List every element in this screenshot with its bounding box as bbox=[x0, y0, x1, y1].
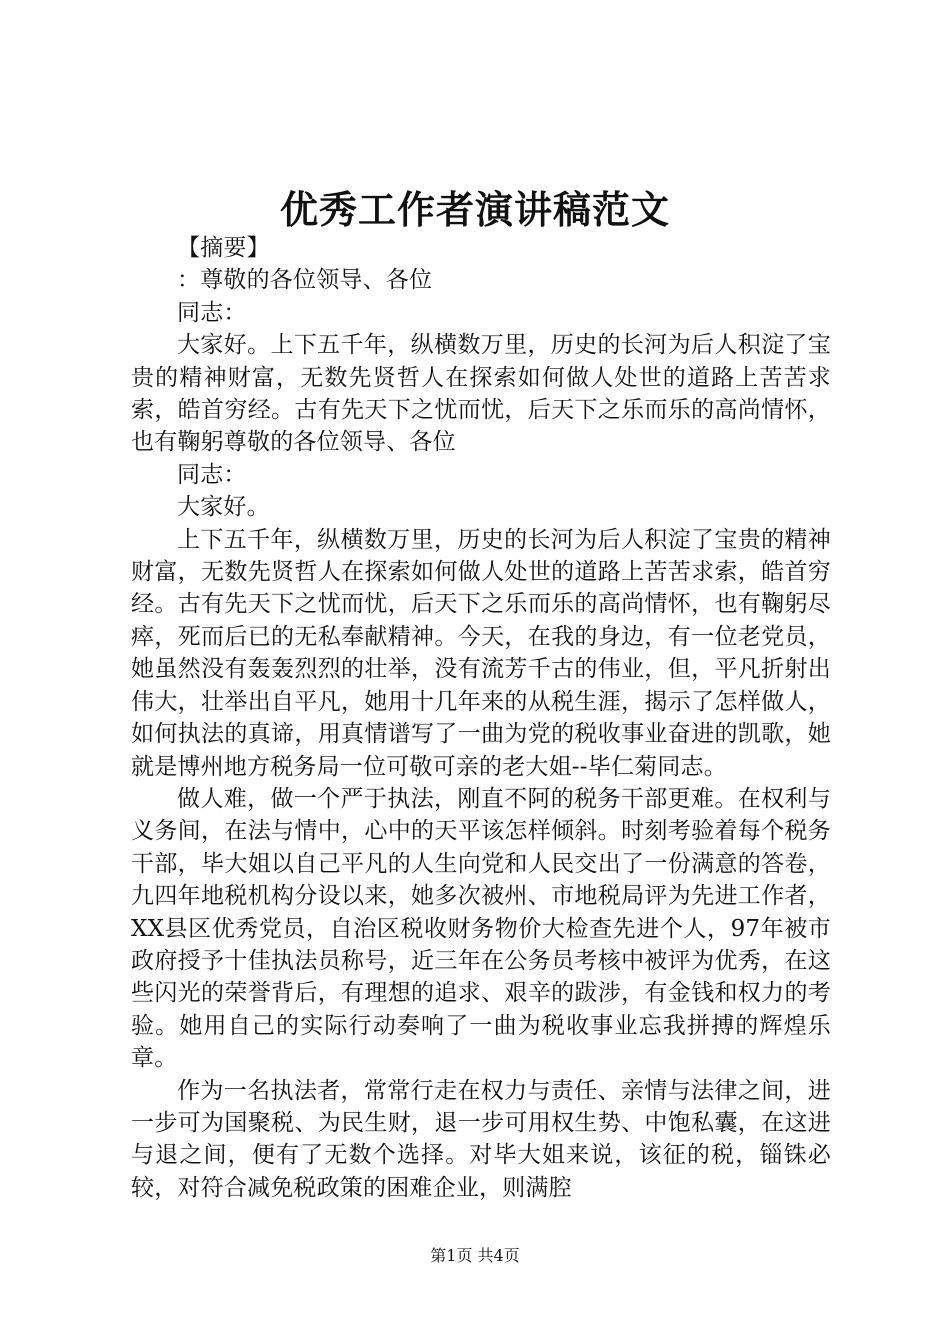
paragraph: 做人难，做一个严于执法，刚直不阿的税务干部更难。在权利与义务间，在法与情中，心中的天平该怎样倾斜。时刻考验着每个税务干部，毕大姐以自己平凡的人生向党和人民交出了一份满意的答卷，九四年地税机构分设以来，她多次被州、市地税局评为先进工作者，XX县区优秀党员，自治区税收财务物价大检查先进个人，97年被市政府授予十佳执法员称号，近三年在公务员考核中被评为优秀，在这些闪光的荣誉背后，有理想的追求、艰辛的跋涉，有金钱和权力的考验。她用自己的实际行动奏响了一曲为税收事业忘我拼搏的辉煌乐章。 bbox=[131, 785, 831, 1072]
salutation-line: ：尊敬的各位领导、各位 bbox=[177, 267, 433, 294]
greeting: 大家好。 bbox=[177, 494, 270, 521]
paragraph: 作为一名执法者，常常行走在权力与责任、亲情与法律之间，进一步可为国聚税、为民生财，退一步可用权生势、中饱私囊，在这进与退之间，便有了无数个选择。对毕大姐来说，该征的税，锱铢必较，对符合减免税政策的困难企业，则满腔 bbox=[131, 1077, 831, 1201]
document-body bbox=[131, 232, 831, 1204]
salutation-comrades: 同志： bbox=[177, 461, 247, 488]
paragraph: 上下五千年，纵横数万里，历史的长河为后人积淀了宝贵的精神财富，无数先贤哲人在探索如何做人处世的道路上苦苦求索，皓首穷经。古有先天下之忧而忧，后天下之乐而乐的高尚情怀，也有鞠躬尽瘁，死而后已的无私奉献精神。今天，在我的身边，有一位老党员，她虽然没有轰轰烈烈的壮举，没有流芳千古的伟业，但，平凡折射出伟大，壮举出自平凡，她用十几年来的从税生涯，揭示了怎样做人，如何执法的真谛，用真情谱写了一曲为党的税收事业奋进的凯歌，她就是博州地方税务局一位可敬可亲的老大姐--毕仁菊同志。 bbox=[131, 526, 831, 780]
summary-label: 【摘要】 bbox=[177, 235, 270, 261]
salutation-comrades: 同志： bbox=[177, 299, 247, 326]
page-number: 第1页 共4页 bbox=[430, 1246, 520, 1265]
document-title: 优秀工作者演讲稿范文 bbox=[279, 187, 670, 232]
paragraph: 大家好。上下五千年，纵横数万里，历史的长河为后人积淀了宝贵的精神财富，无数先贤哲人在探索如何做人处世的道路上苦苦求索，皓首穷经。古有先天下之忧而忧，后天下之乐而乐的高尚情怀，也有鞠躬尊敬的各位领导、各位 bbox=[131, 332, 831, 456]
